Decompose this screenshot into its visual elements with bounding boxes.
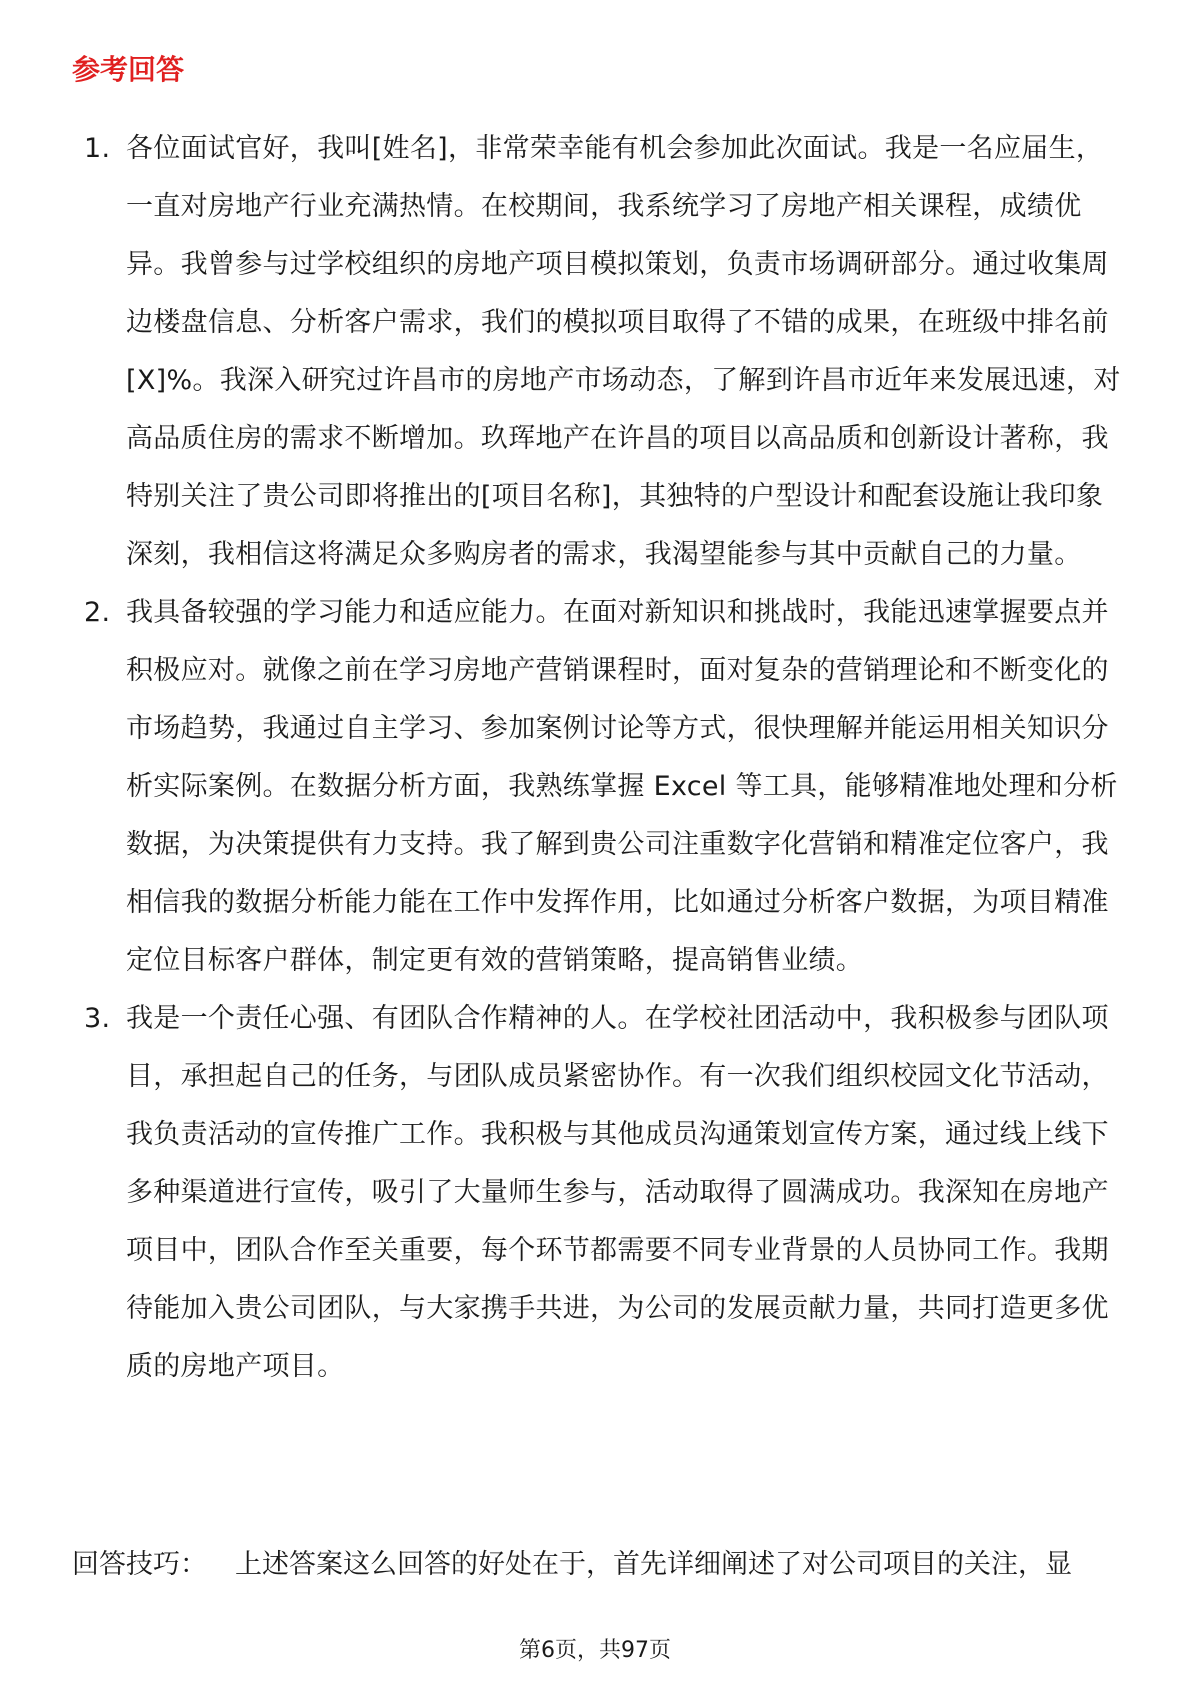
list-number: 3. <box>84 1003 111 1034</box>
page-indicator: 第6页，共97页 <box>519 1638 671 1663</box>
answer-text: 各位面试官好，我叫[姓名]，非常荣幸能有机会参加此次面试。我是一名应届生，一直对房地产行业充满热情。在校期间，我系统学习了房地产相关课程，成绩优异。我曾参与过学校组织的房地产项目模拟策划，负责市场调研部分。通过收集周边楼盘信息、分析客户需求，我们的模拟项目取得了不错的成果，在班级中排名前[X]%。我深入研究过许昌市的房地产市场动态，了解到许昌市近年来发展迅速，对高品质住房的需求不断增加。玖珲地产在许昌的项目以高品质和创新设计著称，我特别关注了贵公司即将推出的[项目名称]，其独特的户型设计和配套设施让我印象深刻，我相信这将满足众多购房者的需求，我渴望能参与其中贡献自己的力量。 <box>126 133 1121 570</box>
answer-list <box>84 120 1124 1396</box>
list-number: 1. <box>84 133 111 164</box>
tip-text: 上述答案这么回答的好处在于，首先详细阐述了对公司项目的关注，显 <box>235 1549 1072 1580</box>
answer-item-3 <box>84 990 1124 1396</box>
answer-item-2 <box>84 584 1124 990</box>
answer-item-1 <box>84 120 1124 584</box>
answer-tip <box>72 1536 1132 1594</box>
list-number: 2. <box>84 597 111 628</box>
answer-text: 我是一个责任心强、有团队合作精神的人。在学校社团活动中，我积极参与团队项目，承担起自己的任务，与团队成员紧密协作。有一次我们组织校园文化节活动，我负责活动的宣传推广工作。我积极与其他成员沟通策划宣传方案，通过线上线下多种渠道进行宣传，吸引了大量师生参与，活动取得了圆满成功。我深知在房地产项目中，团队合作至关重要，每个环节都需要不同专业背景的人员协同工作。我期待能加入贵公司团队，与大家携手共进，为公司的发展贡献力量，共同打造更多优质的房地产项目。 <box>126 1003 1109 1382</box>
tip-label: 回答技巧： <box>72 1549 207 1580</box>
section-title: 参考回答 <box>72 53 185 86</box>
answer-text: 我具备较强的学习能力和适应能力。在面对新知识和挑战时，我能迅速掌握要点并积极应对。就像之前在学习房地产营销课程时，面对复杂的营销理论和不断变化的市场趋势，我通过自主学习、参加案例讨论等方式，很快理解并能运用相关知识分析实际案例。在数据分析方面，我熟练掌握 Excel 等工具，能够精准地处理和分析数据，为决策提供有力支持。我了解到贵公司注重数字化营销和精准定位客户，我相信我的数据分析能力能在工作中发挥作用，比如通过分析客户数据，为项目精准定位目标客户群体，制定更有效的营销策略，提高销售业绩。 <box>126 597 1118 976</box>
